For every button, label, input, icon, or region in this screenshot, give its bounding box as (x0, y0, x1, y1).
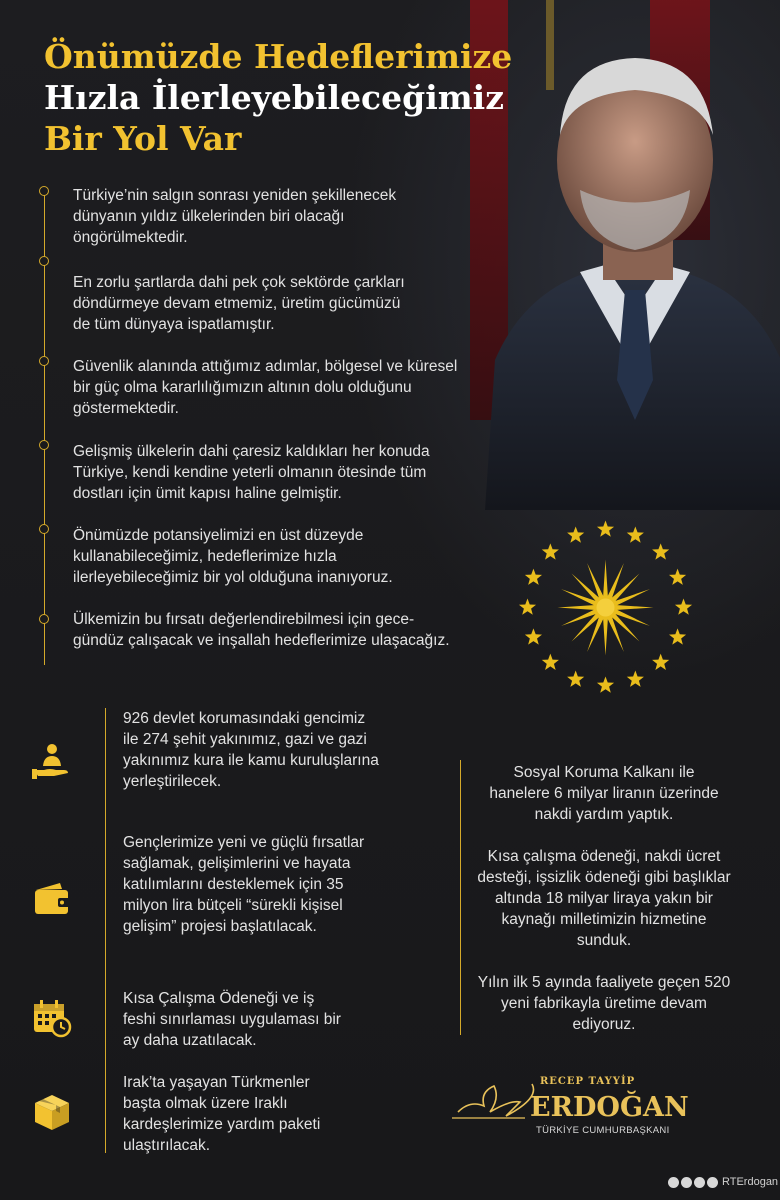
title-line-3: Bir Yol Var (44, 119, 242, 158)
list-item: Kısa Çalışma Ödeneği ve iş feshi sınırlaması uygulaması bir ay daha uzatılacak. (123, 990, 341, 1049)
timeline-dot (39, 256, 49, 266)
calendar-clock-icon (30, 996, 74, 1040)
timeline-dot (39, 356, 49, 366)
timeline-dot (39, 440, 49, 450)
page-title (44, 36, 512, 159)
seal-star (652, 543, 669, 559)
seal-center (597, 599, 615, 617)
timeline-paragraph: Gelişmiş ülkelerin dahi çaresiz kaldıkları her konuda Türkiye, kendi kendine yeterli olmanın ötesinde tüm dostları için ümit kapısı haline gelmiştir. (73, 443, 430, 502)
seal-star (627, 526, 644, 542)
instagram-icon[interactable] (694, 1177, 705, 1188)
right-paragraph: Sosyal Koruma Kalkanı ile hanelere 6 milyar liranın üzerinde nakdi yardım yaptık. (489, 764, 719, 823)
list-item: Irak’ta yaşayan Türkmenler başta olmak üzere Iraklı kardeşlerimize yardım paketi ulaştırılacak. (123, 1074, 321, 1154)
seal-star (525, 569, 542, 585)
box-icon (30, 1090, 74, 1134)
timeline-paragraph: Türkiye’nin salgın sonrası yeniden şekillenecek dünyanın yıldız ülkelerinden biri olacağı öngörülmektedir. (73, 187, 397, 246)
timeline-dot (39, 614, 49, 624)
right-divider-line (460, 760, 461, 1035)
seal-star (627, 671, 644, 687)
seal-star (567, 526, 584, 542)
seal-star (567, 671, 584, 687)
signature-position: TÜRKİYE CUMHURBAŞKANI (536, 1125, 670, 1136)
social-handle[interactable]: RTErdogan (722, 1176, 779, 1189)
timeline-paragraph: Ülkemizin bu fırsatı değerlendirebilmesi için gece-gündüz çalışacak ve inşallah hedeflerimize ulaşacağız. (73, 611, 450, 649)
facebook-icon[interactable] (681, 1177, 692, 1188)
seal-star (669, 569, 686, 585)
timeline-dot (39, 524, 49, 534)
list-item: Gençlerimize yeni ve güçlü fırsatlar sağlamak, gelişimlerini ve hayata katılımlarını desteklemek için 35 milyon lira bütçeli “sürekli kişisel gelişim” projesi başlatılacak. (123, 834, 365, 935)
signature-surname: ERDOĞAN (530, 1092, 689, 1123)
twitter-icon[interactable] (668, 1177, 679, 1188)
list-item: 926 devlet korumasındaki gencimiz ile 274 şehit yakınımız, gazi ve gazi yakınımız kura ile kamu kuruluşlarına yerleştirilecek. (123, 710, 379, 790)
signature-first-names: RECEP TAYYİP (540, 1076, 636, 1087)
seal-star (542, 654, 559, 670)
timeline-paragraph: Önümüzde potansiyelimizi en üst düzeyde kullanabileceğimiz, hedeflerimize hızla ilerleyebileceğimiz bir yol olduğuna inanıyoruz. (73, 527, 393, 586)
right-paragraph: Kısa çalışma ödeneği, nakdi ücret desteği, işsizlik ödeneği gibi başlıklar altında 18 milyar liraya yakın bir kaynağı milletimizin hizmetine sunduk. (477, 848, 731, 949)
seal-star (525, 628, 542, 644)
seal-star (675, 599, 692, 615)
seal-star (542, 543, 559, 559)
presidential-seal-icon (518, 520, 693, 695)
social-bar (668, 1176, 778, 1190)
hand-person-icon (30, 740, 74, 784)
seal-star (669, 628, 686, 644)
youtube-icon[interactable] (707, 1177, 718, 1188)
timeline-dot (39, 186, 49, 196)
seal-star (597, 677, 614, 693)
right-paragraph: Yılın ilk 5 ayında faaliyete geçen 520 yeni fabrikayla üretime devam ediyoruz. (477, 974, 731, 1033)
title-line-2: Hızla İlerleyebileceğimiz (44, 78, 504, 117)
seal-star (519, 599, 536, 615)
wallet-icon (30, 878, 74, 922)
timeline-paragraph: En zorlu şartlarda dahi pek çok sektörde çarkları döndürmeye devam etmemiz, üretim gücümüzü de tüm dünyaya ispatlamıştır. (73, 274, 405, 333)
timeline-paragraph: Güvenlik alanında attığımız adımlar, bölgesel ve küresel bir güç olma kararlılığımızın altının dolu olduğunu göstermektedir. (73, 358, 458, 417)
seal-star (597, 521, 614, 537)
items-divider-line (105, 708, 106, 1153)
seal-star (652, 654, 669, 670)
title-line-1: Önümüzde Hedeflerimize (44, 37, 513, 76)
portrait-photo (485, 40, 780, 510)
